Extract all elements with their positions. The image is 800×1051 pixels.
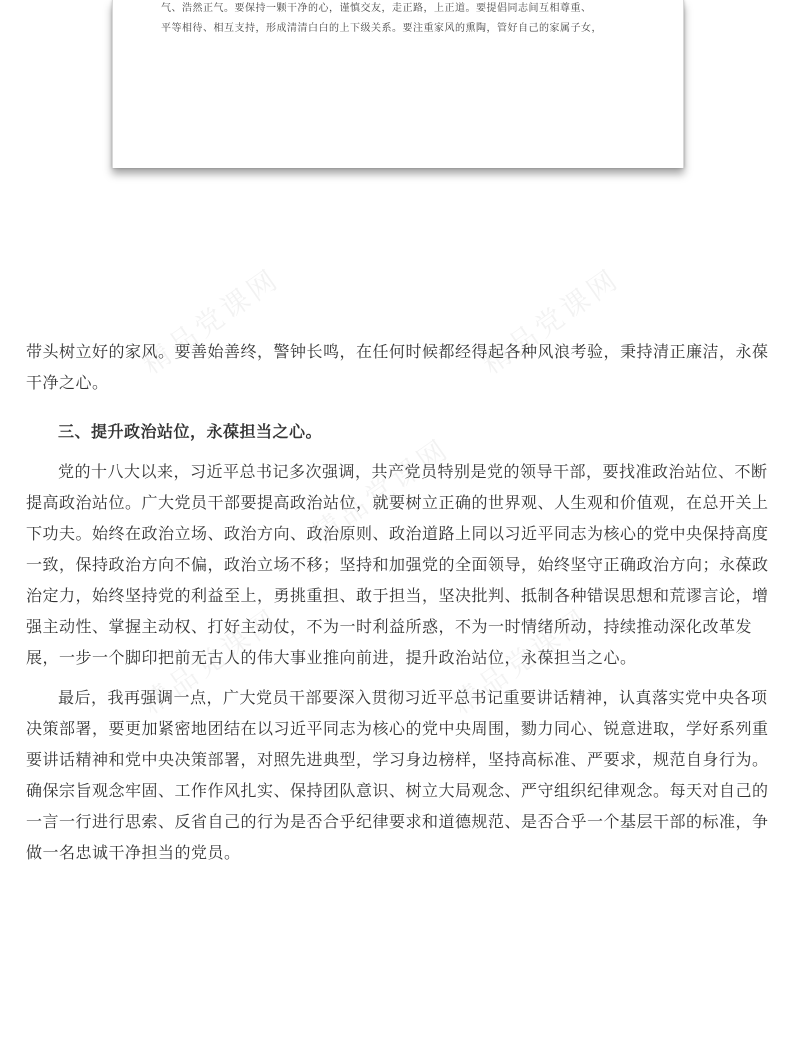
watermark: 精品党课网 [445, 601, 596, 721]
document-body [26, 336, 774, 868]
watermark: 精品党课网 [305, 431, 456, 551]
watermark: 精品党课网 [135, 261, 286, 381]
preview-text-line: 平等相待、相互支持，形成清清白白的上下级关系。要注重家风的熏陶，管好自己的家属子女， [161, 23, 602, 34]
watermark: 精品党课网 [475, 261, 626, 381]
continuation-paragraph: 带头树立好的家风。要善始善终，警钟长鸣，在任何时候都经得起各种风浪考验，秉持清正廉洁，永葆干净之心。 [26, 342, 769, 392]
section-heading: 三、提升政治站位，永葆担当之心。 [58, 422, 323, 441]
section-paragraph: 党的十八大以来，习近平总书记多次强调，共产党员特别是党的领导干部，要找准政治站位、不断提高政治站位。广大党员干部要提高政治站位，就要树立正确的世界观、人生观和价值观，在总开关上下功夫。始终在政治立场、政治方向、政治原则、政治道路上同以习近平同志为核心的党中央保持高度一致，保持政治方向不偏，政治立场不移；坚持和加强党的全面领导，始终坚守正确政治方向；永葆政治定力，始终坚持党的利益至上，勇挑重担、敢于担当，坚决批判、抵制各种错误思想和荒谬言论，增强主动性、掌握主动权、打好主动仗，不为一时利益所惑，不为一时情绪所动，持续推动深化改革发展，一步一个脚印把前无古人的伟大事业推向前进，提升政治站位，永葆担当之心。 [26, 462, 769, 667]
document-preview-card [112, 0, 684, 168]
watermark: 精品党课网 [135, 601, 286, 721]
preview-text-line: 气、浩然正气。要保持一颗干净的心，谨慎交友，走正路，上正道。要提倡同志间互相尊重、 [161, 3, 592, 14]
closing-paragraph: 最后，我再强调一点，广大党员干部要深入贯彻习近平总书记重要讲话精神，认真落实党中央各项决策部署，要更加紧密地团结在以习近平同志为核心的党中央周围，勠力同心、锐意进取，学好系列重要讲话精神和党中央决策部署，对照先进典型，学习身边榜样，坚持高标准、严要求，规范自身行为。确保宗旨观念牢固、工作作风扎实、保持团队意识、树立大局观念、严守组织纪律观念。每天对自己的一言一行进行思索、反省自己的行为是否合乎纪律要求和道德规范、是否合乎一个基层干部的标准，争做一名忠诚干净担当的党员。 [26, 688, 769, 862]
